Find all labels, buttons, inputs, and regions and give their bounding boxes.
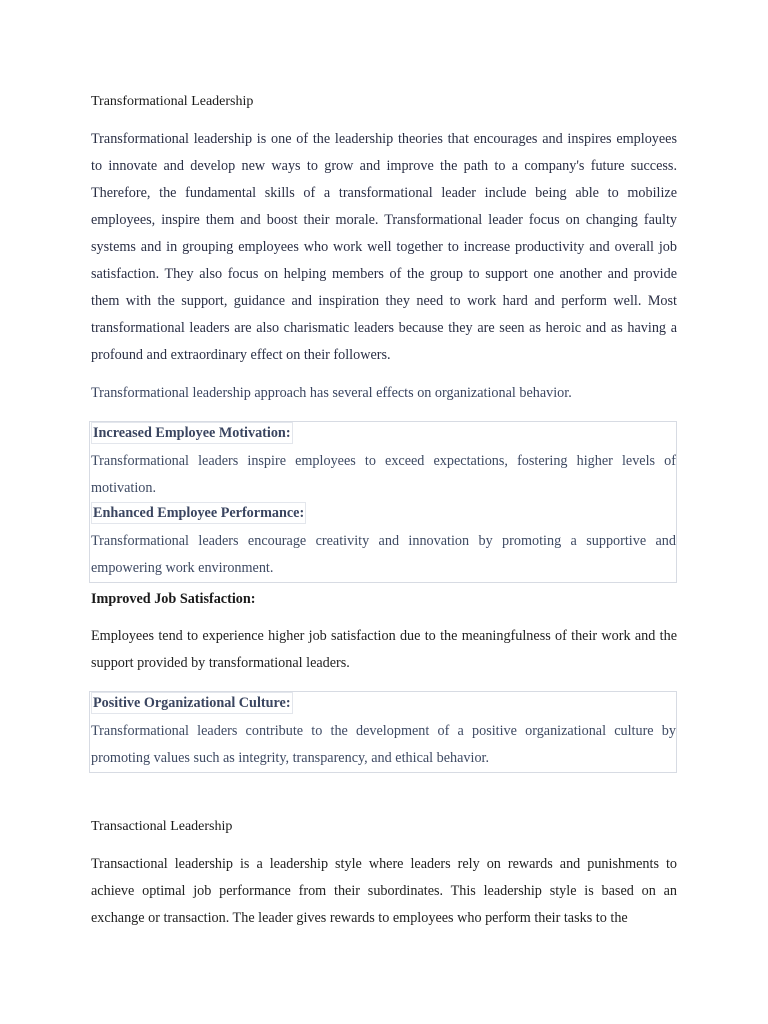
effect-text-motivation: Transformational leaders inspire employees to exceed expectations, fostering higher levels of motivation. <box>91 453 676 496</box>
effect-title-motivation: Increased Employee Motivation: <box>91 422 293 444</box>
effect-title-performance: Enhanced Employee Performance: <box>91 502 306 524</box>
section-heading-transformational: Transformational Leadership <box>91 94 254 109</box>
effect-text-performance: Transformational leaders encourage creativity and innovation by promoting a supportive and empowering work environment. <box>91 533 676 576</box>
section-heading-transactional: Transactional Leadership <box>91 819 233 834</box>
effect-title-culture: Positive Organizational Culture: <box>91 692 293 714</box>
document-body <box>91 92 677 932</box>
effect-text-satisfaction: Employees tend to experience higher job satisfaction due to the meaningfulness of their work and the support provided by transformational leaders. <box>91 628 677 671</box>
effect-title-satisfaction: Improved Job Satisfaction: <box>91 591 256 607</box>
effects-box-2 <box>89 691 677 773</box>
effect-text-culture: Transformational leaders contribute to the development of a positive organizational culture by promoting values such as integrity, transparency, and ethical behavior. <box>91 723 676 766</box>
effects-box-1 <box>89 421 677 583</box>
transactional-paragraph: Transactional leadership is a leadership style where leaders rely on rewards and punishments to achieve optimal job performance from their subordinates. This leadership style is based on an exchange or transaction. The leader gives rewards to employees who perform their tasks to the <box>91 856 677 926</box>
transformational-paragraph: Transformational leadership is one of the leadership theories that encourages and inspires employees to innovate and develop new ways to grow and improve the path to a company's future success. Therefore, the fundamental skills of a transformational leader include being able to mobilize employees, inspire them and boost their morale. Transformational leader focus on changing faulty systems and in grouping employees who work well together to increase productivity and overall job satisfaction. They also focus on helping members of the group to support one another and provide them with the support, guidance and inspiration they need to work hard and perform well. Most transformational leaders are also charismatic leaders because they are seen as heroic and as having a profound and extraordinary effect on their followers. <box>91 131 677 363</box>
effects-intro: Transformational leadership approach has several effects on organizational behavior. <box>91 385 572 401</box>
